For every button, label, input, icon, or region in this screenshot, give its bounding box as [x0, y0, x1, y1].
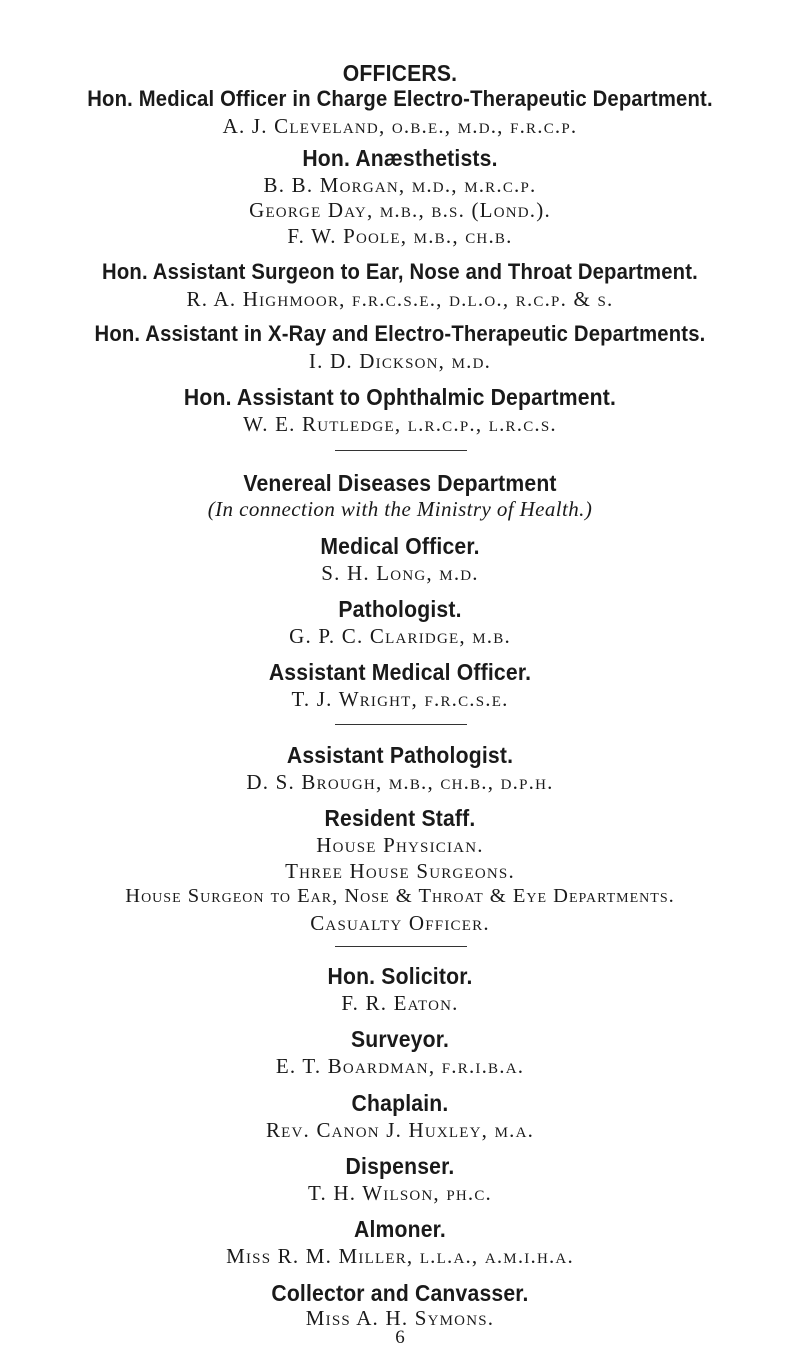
anaesthetists-heading: Hon. Anæsthetists.	[302, 145, 498, 171]
anaesthetist-name: F. W. Poole, m.b., ch.b.	[287, 224, 513, 248]
solicitor-heading: Hon. Solicitor.	[327, 963, 473, 989]
surveyor-name: E. T. Boardman, f.r.i.b.a.	[275, 1054, 525, 1078]
venereal-note: (In connection with the Ministry of Health.)	[207, 497, 593, 521]
almoner-heading: Almoner.	[353, 1216, 446, 1242]
vd-medical-officer-heading: Medical Officer.	[320, 533, 480, 559]
ophthalmic-name: W. E. Rutledge, l.r.c.p., l.r.c.s.	[243, 412, 557, 436]
collector-heading: Collector and Canvasser.	[271, 1280, 529, 1306]
section-divider	[335, 450, 467, 451]
medical-officer-name: A. J. Cleveland, o.b.e., m.d., f.r.c.p.	[222, 114, 578, 138]
ent-name: R. A. Highmoor, f.r.c.s.e., d.l.o., r.c.p. & s.	[186, 287, 614, 311]
page-number: 6	[395, 1327, 405, 1348]
surveyor-heading: Surveyor.	[350, 1026, 450, 1052]
anaesthetist-name: George Day, m.b., b.s. (Lond.).	[249, 198, 551, 222]
pathologist-heading: Pathologist.	[338, 596, 462, 622]
almoner-name: Miss R. M. Miller, l.l.a., a.m.i.h.a.	[226, 1244, 574, 1268]
assistant-pathologist-heading: Assistant Pathologist.	[286, 742, 514, 768]
ent-heading: Hon. Assistant Surgeon to Ear, Nose and Throat Department.	[102, 259, 698, 284]
ophthalmic-heading: Hon. Assistant to Ophthalmic Department.	[183, 384, 617, 410]
vd-medical-officer-name: S. H. Long, m.d.	[321, 561, 479, 585]
collector-name: Miss A. H. Symons.	[305, 1306, 495, 1330]
pathologist-name: G. P. C. Claridge, m.b.	[289, 624, 511, 648]
anaesthetist-name: B. B. Morgan, m.d., m.r.c.p.	[263, 173, 537, 197]
section-divider	[335, 946, 467, 947]
assistant-medical-officer-heading: Assistant Medical Officer.	[268, 659, 532, 685]
dispenser-name: T. H. Wilson, ph.c.	[307, 1181, 493, 1205]
assistant-medical-officer-name: T. J. Wright, f.r.c.s.e.	[291, 687, 509, 711]
page-title: OFFICERS.	[342, 60, 458, 86]
solicitor-name: F. R. Eaton.	[341, 991, 459, 1015]
xray-heading: Hon. Assistant in X-Ray and Electro-Therapeutic Departments.	[94, 321, 706, 346]
dispenser-heading: Dispenser.	[345, 1153, 455, 1179]
resident-staff-item: Three House Surgeons.	[285, 859, 515, 883]
chaplain-heading: Chaplain.	[351, 1090, 449, 1116]
resident-staff-item: House Surgeon to Ear, Nose & Throat & Eye Departments.	[125, 885, 675, 907]
resident-staff-item: House Physician.	[316, 833, 484, 857]
venereal-heading: Venereal Diseases Department	[243, 470, 557, 496]
resident-staff-heading: Resident Staff.	[324, 805, 476, 831]
xray-name: I. D. Dickson, m.d.	[308, 349, 492, 373]
resident-staff-item: Casualty Officer.	[310, 911, 490, 935]
assistant-pathologist-name: D. S. Brough, m.b., ch.b., d.p.h.	[246, 770, 554, 794]
section-divider	[335, 724, 467, 725]
chaplain-name: Rev. Canon J. Huxley, m.a.	[265, 1118, 535, 1142]
medical-officer-heading: Hon. Medical Officer in Charge Electro-Therapeutic Department.	[87, 86, 713, 111]
